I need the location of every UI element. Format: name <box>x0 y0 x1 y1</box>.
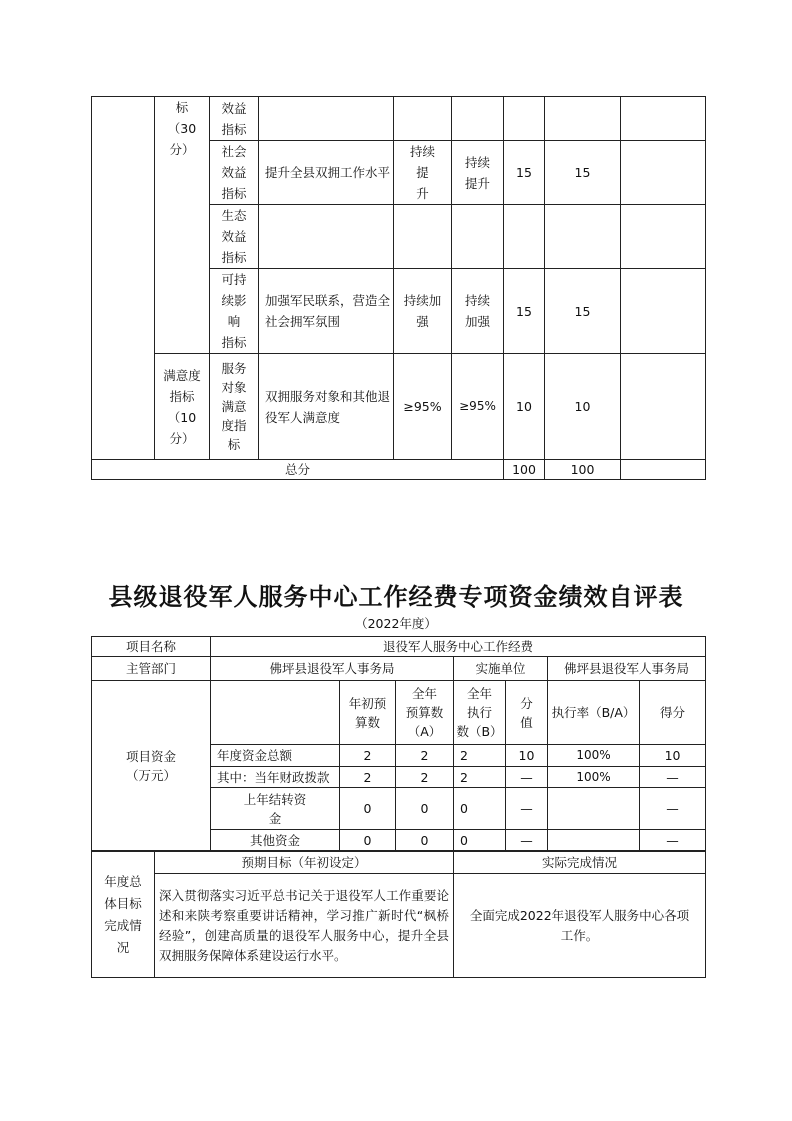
indicator-content <box>259 205 394 269</box>
fund-cell: 2 <box>454 745 506 767</box>
indicator-table <box>91 96 706 480</box>
score-cell: 15 <box>545 141 621 205</box>
indicator-content: 提升全县双拥工作水平 <box>259 141 394 205</box>
fund-row-label: 年度资金总额 <box>211 745 340 767</box>
target-cell: 持续 提 升 <box>394 141 452 205</box>
header-annual-budget: 全年 预算数 （A） <box>396 681 454 745</box>
goal-label: 年度总 体目标 完成情 况 <box>92 852 155 978</box>
total-weight: 100 <box>504 460 545 480</box>
actual-cell: 持续 提升 <box>452 141 504 205</box>
satisfaction-category: 满意度 指标 （10 分） <box>155 354 210 460</box>
expected-header: 预期目标（年初设定） <box>155 852 454 874</box>
fund-cell: 2 <box>454 767 506 788</box>
funds-label: 项目资金 （万元） <box>92 681 211 851</box>
note-cell <box>621 269 706 354</box>
weight-cell <box>504 205 545 269</box>
fund-cell: 100% <box>548 767 640 788</box>
fund-cell: — <box>506 788 548 830</box>
score-cell <box>545 205 621 269</box>
fund-row-label: 上年结转资 金 <box>211 788 340 830</box>
note-cell <box>621 97 706 141</box>
target-cell <box>394 97 452 141</box>
actual-goal-text: 全面完成2022年退役军人服务中心各项工作。 <box>454 874 706 978</box>
satisfaction-actual: ≥95% <box>452 354 504 460</box>
fund-row-label: 其他资金 <box>211 830 340 851</box>
satisfaction-score: 10 <box>545 354 621 460</box>
satisfaction-target: ≥95% <box>394 354 452 460</box>
weight-cell: 15 <box>504 141 545 205</box>
satisfaction-weight: 10 <box>504 354 545 460</box>
total-note <box>621 460 706 480</box>
project-name: 退役军人服务中心工作经费 <box>211 637 706 657</box>
category-cell: 标 （30 分） <box>155 97 210 354</box>
goal-table <box>91 851 706 978</box>
indicator-content <box>259 97 394 141</box>
fund-cell: — <box>506 767 548 788</box>
actual-cell: 持续 加强 <box>452 269 504 354</box>
fund-cell: 2 <box>396 745 454 767</box>
sub-indicator-cell: 效益 指标 <box>210 97 259 141</box>
indicator-content: 加强军民联系，营造全社会拥军氛围 <box>259 269 394 354</box>
fund-cell: 100% <box>548 745 640 767</box>
fund-cell: 10 <box>640 745 706 767</box>
fund-cell: 0 <box>396 830 454 851</box>
form-year: （2022年度） <box>355 616 437 631</box>
fund-cell: — <box>506 830 548 851</box>
actual-cell <box>452 97 504 141</box>
header-exec-rate: 执行率（B/A） <box>548 681 640 745</box>
satisfaction-note <box>621 354 706 460</box>
expected-goal-text: 深入贯彻落实习近平总书记关于退役军人工作重要论述和来陕考察重要讲话精神，学习推广新时代“枫桥经验”，创建高质量的退役军人服务中心，提升全县双拥服务保障体系建设运行水平。 <box>155 874 454 978</box>
target-cell <box>394 205 452 269</box>
header-score: 得分 <box>640 681 706 745</box>
project-name-label: 项目名称 <box>92 637 211 657</box>
sub-indicator-cell: 社会 效益 指标 <box>210 141 259 205</box>
dept-label: 主管部门 <box>92 657 211 681</box>
actual-header: 实际完成情况 <box>454 852 706 874</box>
fund-cell: 2 <box>340 745 396 767</box>
fund-cell: 0 <box>340 788 396 830</box>
header-empty <box>211 681 340 745</box>
fund-cell: 10 <box>506 745 548 767</box>
weight-cell: 15 <box>504 269 545 354</box>
fund-cell: — <box>640 830 706 851</box>
score-cell <box>545 97 621 141</box>
header-initial-budget: 年初预 算数 <box>340 681 396 745</box>
header-weight: 分 值 <box>506 681 548 745</box>
satisfaction-sub: 服务 对象 满意 度指 标 <box>210 354 259 460</box>
impl-label: 实施单位 <box>454 657 548 681</box>
fund-row-label: 其中：当年财政拨款 <box>211 767 340 788</box>
fund-cell: 2 <box>396 767 454 788</box>
fund-cell: — <box>640 767 706 788</box>
fund-cell <box>548 788 640 830</box>
total-score: 100 <box>545 460 621 480</box>
fund-cell: 0 <box>454 830 506 851</box>
fund-cell: 0 <box>454 788 506 830</box>
sub-indicator-cell: 可持 续影 响 指标 <box>210 269 259 354</box>
sub-indicator-cell: 生态 效益 指标 <box>210 205 259 269</box>
fund-cell: 2 <box>340 767 396 788</box>
header-annual-exec: 全年 执行 数（B） <box>454 681 506 745</box>
target-cell: 持续加 强 <box>394 269 452 354</box>
impl-value: 佛坪县退役军人事务局 <box>548 657 706 681</box>
form-title: 县级退役军人服务中心工作经费专项资金绩效自评表 <box>108 583 684 611</box>
satisfaction-content: 双拥服务对象和其他退役军人满意度 <box>259 354 394 460</box>
fund-cell: 0 <box>340 830 396 851</box>
fund-cell: — <box>640 788 706 830</box>
actual-cell <box>452 205 504 269</box>
category-cell-empty <box>92 97 155 460</box>
note-cell <box>621 141 706 205</box>
weight-cell <box>504 97 545 141</box>
dept-value: 佛坪县退役军人事务局 <box>211 657 454 681</box>
fund-table <box>91 636 706 851</box>
fund-cell: 0 <box>396 788 454 830</box>
total-label: 总分 <box>92 460 504 480</box>
fund-cell <box>548 830 640 851</box>
note-cell <box>621 205 706 269</box>
score-cell: 15 <box>545 269 621 354</box>
